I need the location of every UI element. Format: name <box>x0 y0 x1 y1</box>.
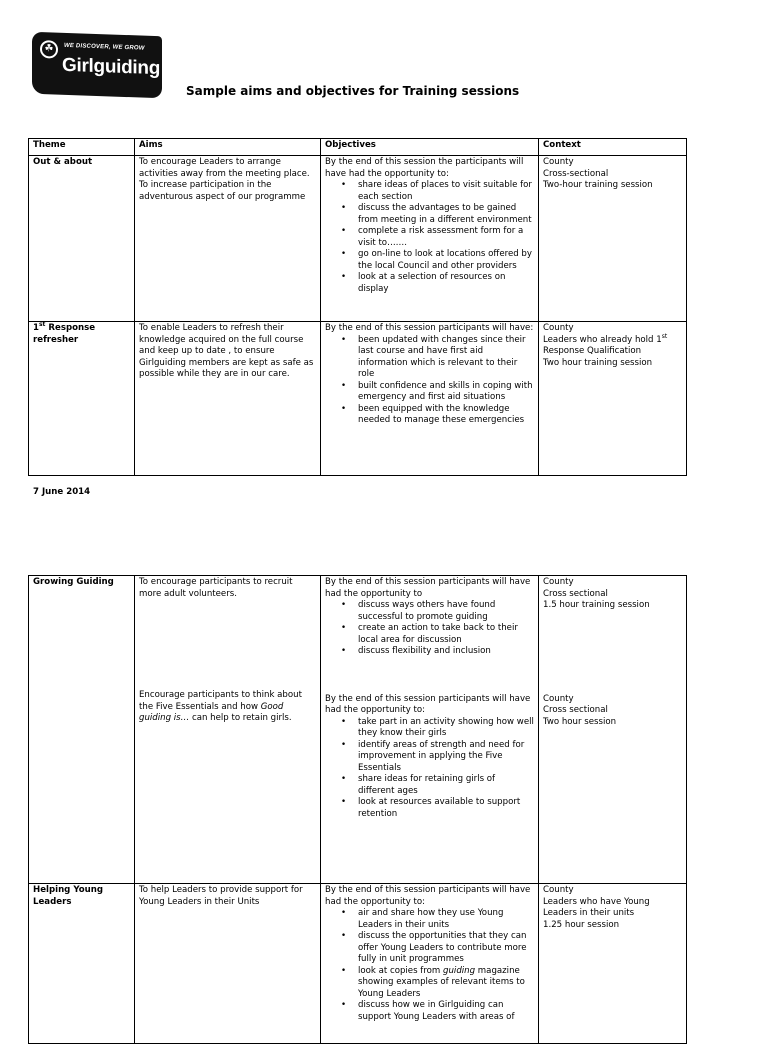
table-row-helping-young-leaders <box>29 884 687 1044</box>
context-line: Cross-sectional <box>543 168 609 179</box>
context-cell <box>539 322 687 476</box>
theme-text: Response refresher <box>33 323 96 345</box>
context-text: Leaders who already hold 1 <box>543 334 662 345</box>
aims-table-1 <box>28 138 687 476</box>
context-line: Leaders who have Young Leaders in their units <box>543 896 650 918</box>
list-item: • discuss how we in Girlguiding can support Young Leaders with areas of <box>358 1000 534 1023</box>
theme-ordinal: st <box>38 321 46 329</box>
list-text: look at copies from <box>358 965 444 976</box>
aims-text-part: Encourage participants to think about the Five Essentials and how <box>139 690 302 712</box>
aims-cell: To encourage Leaders to arrange activities away from the meeting place. To increase participation in the adventurous aspect of our programme <box>135 156 321 322</box>
list-item: • been updated with changes since their last course and have first aid information which is relevant to their role <box>358 335 534 381</box>
table-row-out-and-about <box>29 156 687 322</box>
theme-cell: Growing Guiding <box>29 576 135 884</box>
theme-cell <box>29 322 135 476</box>
objectives-cell <box>321 576 539 884</box>
context-line: Cross sectional <box>543 588 608 599</box>
list-item: • create an action to take back to their local area for discussion <box>358 623 534 646</box>
list-item: • discuss the advantages to be gained from meeting in a different environment <box>358 203 534 226</box>
list-item: • take part in an activity showing how well they know their girls <box>358 717 534 740</box>
objectives-intro: By the end of this session participants will have had the opportunity to: <box>325 885 531 907</box>
objectives-intro: By the end of this session participants will have had the opportunity to: <box>325 693 531 715</box>
context-line: County <box>543 157 574 167</box>
list-item: • complete a risk assessment form for a visit to……. <box>358 226 534 249</box>
objectives-cell <box>321 322 539 476</box>
aims-emphasis: Good guiding is… <box>139 701 284 723</box>
list-item: • identify areas of strength and need for improvement in applying the Five Essentials <box>358 740 534 775</box>
context-line: Two hour training session <box>543 357 653 368</box>
context-line: County <box>543 577 574 587</box>
list-item: • look at resources available to support retention <box>358 797 534 820</box>
objectives-cell <box>321 156 539 322</box>
context-line: County <box>543 323 574 333</box>
list-item: • share ideas of places to visit suitable for each section <box>358 180 534 203</box>
list-item: • air and share how they use Young Leaders in their units <box>358 908 534 931</box>
list-item: • discuss ways others have found successful to promote guiding <box>358 600 534 623</box>
aims-cell <box>135 576 321 884</box>
objectives-list <box>325 600 534 658</box>
objectives-list <box>325 180 534 295</box>
objectives-list <box>325 908 534 1023</box>
aims-text: To encourage participants to recruit more adult volunteers. <box>139 577 293 599</box>
list-item: • share ideas for retaining girls of different ages <box>358 774 534 797</box>
list-text: magazine showing examples of relevant items to Young Leaders <box>358 965 525 999</box>
list-item: • built confidence and skills in coping with emergency and first aid situations <box>358 381 534 404</box>
theme-number: 1 <box>33 323 39 333</box>
list-item: • discuss the opportunities that they can offer Young Leaders to contribute more fully in unit programmes <box>358 931 534 966</box>
context-line: County <box>543 693 574 704</box>
objectives-list <box>325 717 534 821</box>
logo-name: Girlguiding <box>62 54 161 80</box>
table-header-row <box>29 139 687 156</box>
trefoil-icon: ☘ <box>40 40 58 59</box>
context-cell <box>539 576 687 884</box>
list-item: • been equipped with the knowledge needed to manage these emergencies <box>358 404 534 427</box>
aims-text-part: can help to retain girls. <box>189 713 292 723</box>
header-aims: Aims <box>135 139 321 156</box>
header-objectives: Objectives <box>321 139 539 156</box>
context-line: Two-hour training session <box>543 180 653 190</box>
context-cell <box>539 156 687 322</box>
list-item <box>358 966 534 1001</box>
aims-table-2 <box>28 575 687 1044</box>
list-item: • discuss flexibility and inclusion <box>358 646 534 658</box>
context-cell <box>539 884 687 1044</box>
list-item: • look at a selection of resources on display <box>358 272 534 295</box>
objectives-intro: By the end of this session participants will have: <box>325 323 534 333</box>
header-theme: Theme <box>29 139 135 156</box>
context-line <box>543 332 682 347</box>
objectives-intro: By the end of this session participants will have had the opportunity to <box>325 577 531 599</box>
context-line: Two hour session <box>543 716 617 727</box>
list-item: • go on-line to look at locations offered by the local Council and other providers <box>358 249 534 272</box>
context-line: 1.25 hour session <box>543 919 620 930</box>
girlguiding-logo <box>32 32 162 99</box>
logo-tagline: WE DISCOVER, WE GROW <box>64 42 145 52</box>
theme-cell: Helping Young Leaders <box>29 884 135 1044</box>
context-ordinal: st <box>661 332 668 340</box>
aims-text-2 <box>139 690 316 725</box>
header-context: Context <box>539 139 687 156</box>
context-line: 1.5 hour training session <box>543 600 650 610</box>
objectives-list <box>325 335 534 427</box>
table-row-first-response <box>29 322 687 476</box>
document-title: Sample aims and objectives for Training sessions <box>186 84 520 98</box>
objectives-intro: By the end of this session the participants will have had the opportunity to: <box>325 157 524 179</box>
document-date: 7 June 2014 <box>33 487 91 497</box>
theme-cell: Out & about <box>29 156 135 322</box>
context-line: County <box>543 885 574 895</box>
aims-cell: To enable Leaders to refresh their knowledge acquired on the full course and keep up to date , to ensure Girlguiding members are kept as safe as possible while they are in our care. <box>135 322 321 476</box>
aims-cell: To help Leaders to provide support for Young Leaders in their Units <box>135 884 321 1044</box>
objectives-cell <box>321 884 539 1044</box>
context-line: Cross sectional <box>543 705 608 715</box>
list-emphasis: guiding <box>443 965 476 976</box>
context-line: Response Qualification <box>543 346 642 356</box>
table-row-growing-guiding <box>29 576 687 884</box>
